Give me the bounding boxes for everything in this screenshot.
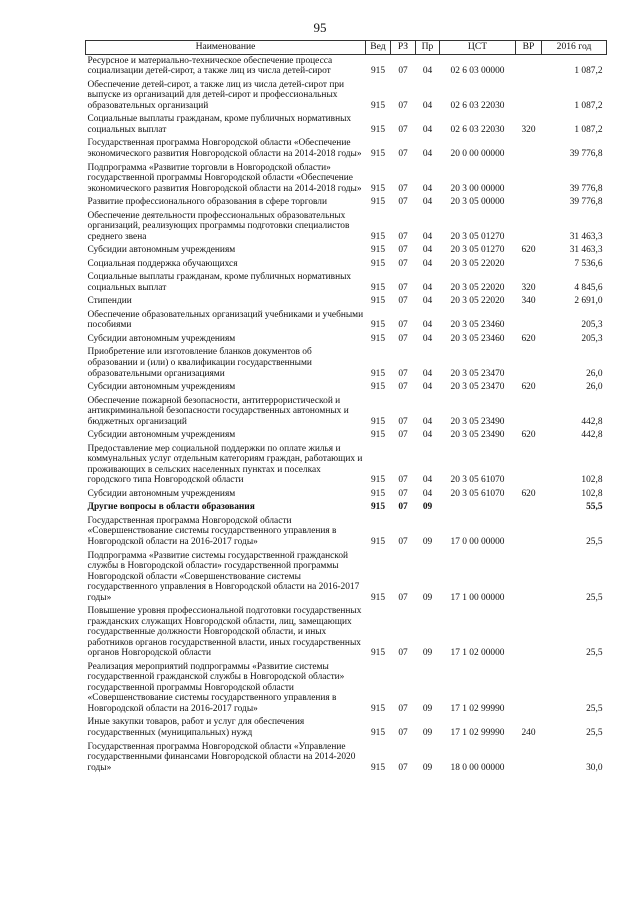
- row-pr: 09: [422, 592, 433, 603]
- row-vr: [516, 741, 542, 776]
- header-rz: РЗ: [391, 41, 416, 55]
- row-vr: [516, 515, 542, 550]
- row-rz: 07: [398, 100, 408, 111]
- row-amount: 30,0: [586, 762, 603, 773]
- budget-table: [85, 40, 607, 775]
- row-amount: 31 463,3: [569, 231, 603, 242]
- row-rz: 07: [398, 475, 408, 486]
- table-row: [86, 210, 607, 245]
- row-vr: 240: [521, 728, 536, 739]
- row-ved: 915: [370, 148, 386, 159]
- row-amount: 102,8: [581, 488, 603, 499]
- table-header-row: [86, 41, 607, 55]
- row-pr: 04: [422, 245, 433, 256]
- row-cst: 20 3 05 23490: [450, 430, 505, 441]
- row-vr: [516, 162, 542, 197]
- table-row: [86, 515, 607, 550]
- header-ved: Вед: [366, 41, 391, 55]
- row-amount: 1 087,2: [574, 100, 603, 111]
- row-vr: [516, 661, 542, 717]
- row-cst: 20 3 05 23470: [450, 368, 505, 379]
- row-ved: 915: [370, 245, 386, 256]
- table-row: [86, 501, 607, 515]
- row-ved: 915: [370, 197, 386, 208]
- row-pr: 04: [422, 475, 433, 486]
- row-name: Повышение уровня профессиональной подготовки государственных гражданских служащих Новгородской области, лиц, замещающих государственные должности Новгородской области, и иных работников органов государственной власти, иных государственных органов Новгородской области: [87, 606, 362, 659]
- row-rz: 07: [398, 231, 408, 242]
- row-cst: 20 3 05 01270: [450, 231, 505, 242]
- row-cst: 17 0 00 00000: [450, 536, 505, 547]
- row-pr: 04: [422, 488, 433, 499]
- row-name: Подпрограмма «Развитие системы государственной гражданской службы в Новгородской области» государственной программы Новгородской области «Совершенствование системы государственного управления в Новгородской области на 2016-2017 годы»: [87, 550, 360, 603]
- table-row: [86, 661, 607, 717]
- row-cst: 17 1 02 00000: [450, 648, 505, 659]
- row-ved: 915: [370, 703, 386, 714]
- row-amount: 39 776,8: [569, 183, 603, 194]
- row-ved: 915: [370, 416, 386, 427]
- header-name: Наименование: [86, 41, 366, 55]
- row-rz: 07: [398, 430, 408, 441]
- row-vr: [516, 258, 542, 272]
- row-pr: 04: [422, 382, 433, 393]
- row-rz: 07: [398, 183, 408, 194]
- row-ved: 915: [370, 502, 386, 513]
- row-vr: [516, 196, 542, 210]
- row-rz: 07: [398, 762, 408, 773]
- table-row: [86, 258, 607, 272]
- row-rz: 07: [398, 536, 408, 547]
- header-cst: ЦСТ: [440, 41, 516, 55]
- row-vr: [516, 210, 542, 245]
- row-amount: 1 087,2: [574, 124, 603, 135]
- row-rz: 07: [398, 296, 408, 307]
- row-amount: 205,3: [581, 333, 603, 344]
- row-rz: 07: [398, 368, 408, 379]
- row-pr: 04: [422, 416, 433, 427]
- table-row: [86, 550, 607, 606]
- row-amount: 25,5: [586, 728, 603, 739]
- row-rz: 07: [398, 592, 408, 603]
- row-amount: 25,5: [586, 592, 603, 603]
- row-name: Социальные выплаты гражданам, кроме публичных нормативных социальных выплат: [87, 114, 352, 135]
- row-name: Социальные выплаты гражданам, кроме публичных нормативных социальных выплат: [87, 272, 352, 293]
- row-vr: 620: [521, 245, 536, 256]
- row-cst: 20 3 05 01270: [450, 245, 505, 256]
- row-rz: 07: [398, 124, 408, 135]
- row-ved: 915: [370, 231, 386, 242]
- row-vr: 340: [521, 296, 536, 307]
- row-name: Обеспечение деятельности профессиональных образовательных организаций, реализующих программы подготовки специалистов среднего звена: [87, 210, 350, 242]
- row-rz: 07: [398, 382, 408, 393]
- row-ved: 915: [370, 66, 386, 77]
- row-cst: 18 0 00 00000: [450, 762, 505, 773]
- row-amount: 4 845,6: [574, 282, 603, 293]
- row-cst: 02 6 03 22030: [450, 124, 505, 135]
- table-row: [86, 429, 607, 443]
- table-row: [86, 244, 607, 258]
- row-rz: 07: [398, 333, 408, 344]
- row-amount: 2 691,0: [574, 296, 603, 307]
- row-rz: 07: [398, 320, 408, 331]
- row-ved: 915: [370, 430, 386, 441]
- row-name: Обеспечение детей-сирот, а также лиц из числа детей-сирот при выпуске из организаций для детей-сирот и профессиональных образовательных организаций: [87, 79, 345, 111]
- row-rz: 07: [398, 245, 408, 256]
- row-ved: 915: [370, 333, 386, 344]
- row-cst: 20 3 05 00000: [450, 197, 505, 208]
- row-pr: 04: [422, 296, 433, 307]
- row-cst: 17 1 02 99990: [450, 703, 505, 714]
- row-vr: [516, 501, 542, 515]
- row-vr: 320: [521, 124, 536, 135]
- row-cst: 02 6 03 00000: [450, 66, 505, 77]
- table-row: [86, 309, 607, 333]
- row-pr: 04: [422, 320, 433, 331]
- row-vr: [516, 395, 542, 430]
- row-pr: 04: [422, 333, 433, 344]
- row-cst: 20 3 05 22020: [450, 282, 505, 293]
- row-amount: 25,5: [586, 703, 603, 714]
- row-name: Социальная поддержка обучающихся: [87, 258, 238, 269]
- row-name: Субсидии автономным учреждениям: [87, 245, 236, 256]
- row-cst: 20 3 00 00000: [450, 183, 505, 194]
- table-row: [86, 381, 607, 395]
- table-row: [86, 333, 607, 347]
- row-ved: 915: [370, 183, 386, 194]
- table-row: [86, 443, 607, 488]
- row-name: Обеспечение образовательных организаций учебниками и учебными пособиями: [87, 309, 364, 331]
- row-amount: 1 087,2: [574, 66, 603, 77]
- row-vr: 620: [521, 333, 536, 344]
- row-cst: 20 3 05 23460: [450, 333, 505, 344]
- row-rz: 07: [398, 282, 408, 293]
- row-rz: 07: [398, 66, 408, 77]
- row-cst: 20 3 05 23460: [450, 320, 505, 331]
- row-name: Обеспечение пожарной безопасности, антитеррористической и антикриминальной безопасности государственных автономных и бюджетных организаций: [87, 395, 349, 427]
- row-vr: 620: [521, 488, 536, 499]
- row-amount: 26,0: [586, 368, 603, 379]
- row-ved: 915: [370, 320, 386, 331]
- row-vr: [516, 309, 542, 333]
- row-name: Субсидии автономным учреждениям: [87, 333, 236, 344]
- row-vr: [516, 54, 542, 79]
- row-vr: [516, 550, 542, 606]
- row-rz: 07: [398, 488, 408, 499]
- row-amount: 205,3: [581, 320, 603, 331]
- row-pr: 09: [422, 703, 433, 714]
- row-ved: 915: [370, 592, 386, 603]
- row-ved: 915: [370, 258, 386, 269]
- row-pr: 09: [422, 728, 433, 739]
- row-name: Стипендии: [87, 296, 132, 307]
- row-amount: 31 463,3: [569, 245, 603, 256]
- table-row: [86, 113, 607, 137]
- header-vr: ВР: [516, 41, 542, 55]
- row-cst: 20 3 05 61070: [450, 488, 505, 499]
- row-pr: 09: [422, 762, 433, 773]
- row-ved: 915: [370, 282, 386, 293]
- row-rz: 07: [398, 728, 408, 739]
- table-row: [86, 271, 607, 295]
- row-vr: [516, 605, 542, 661]
- row-rz: 07: [398, 703, 408, 714]
- row-pr: 09: [422, 502, 433, 513]
- table-row: [86, 605, 607, 661]
- row-ved: 915: [370, 648, 386, 659]
- table-row: [86, 295, 607, 309]
- row-rz: 07: [398, 148, 408, 159]
- table-row: [86, 79, 607, 114]
- row-name: Приобретение или изготовление бланков документов об образовании и (или) о квалификации государственными образовательными организациями: [87, 347, 312, 379]
- row-pr: 04: [422, 100, 433, 111]
- row-pr: 04: [422, 282, 433, 293]
- row-cst: 20 0 00 00000: [450, 148, 505, 159]
- row-pr: 09: [422, 536, 433, 547]
- row-amount: 39 776,8: [569, 148, 603, 159]
- page-number: 95: [313, 20, 327, 35]
- row-ved: 915: [370, 296, 386, 307]
- row-name: Государственная программа Новгородской области «Обеспечение экономического развития Новгородской области на 2014-2018 годы»: [87, 138, 362, 159]
- row-cst: 20 3 05 61070: [450, 475, 505, 486]
- row-pr: 04: [422, 183, 433, 194]
- row-ved: 915: [370, 475, 386, 486]
- row-pr: 04: [422, 148, 433, 159]
- row-cst: 02 6 03 22030: [450, 100, 505, 111]
- row-vr: 620: [521, 430, 536, 441]
- header-pr: Пр: [416, 41, 440, 55]
- row-ved: 915: [370, 124, 386, 135]
- row-vr: 320: [521, 282, 536, 293]
- row-vr: 620: [521, 382, 536, 393]
- row-rz: 07: [398, 197, 408, 208]
- row-name: Другие вопросы в области образования: [87, 502, 255, 513]
- row-name: Субсидии автономным учреждениям: [87, 488, 236, 499]
- row-name: Развитие профессионального образования в сфере торговли: [87, 197, 328, 208]
- row-vr: [516, 443, 542, 488]
- table-row: [86, 196, 607, 210]
- row-name: Субсидии автономным учреждениям: [87, 430, 236, 441]
- row-name: Государственная программа Новгородской области «Управление государственными финансами Новгородской области на 2014-2020 годы»: [87, 741, 356, 773]
- row-amount: 25,5: [586, 536, 603, 547]
- row-amount: 55,5: [586, 502, 603, 513]
- row-amount: 442,8: [581, 430, 603, 441]
- table-row: [86, 716, 607, 740]
- table-row: [86, 488, 607, 502]
- row-cst: 20 3 05 23470: [450, 382, 505, 393]
- row-name: Иные закупки товаров, работ и услуг для обеспечения государственных (муниципальных) нужд: [87, 717, 305, 739]
- row-pr: 04: [422, 231, 433, 242]
- row-rz: 07: [398, 648, 408, 659]
- row-ved: 915: [370, 728, 386, 739]
- row-amount: 39 776,8: [569, 197, 603, 208]
- row-cst: [440, 501, 516, 515]
- row-pr: 04: [422, 197, 433, 208]
- row-cst: 17 1 00 00000: [450, 592, 505, 603]
- row-cst: 20 3 05 22020: [450, 258, 505, 269]
- row-pr: 04: [422, 66, 433, 77]
- row-cst: 20 3 05 22020: [450, 296, 505, 307]
- row-pr: 09: [422, 648, 433, 659]
- row-amount: 26,0: [586, 382, 603, 393]
- row-ved: 915: [370, 762, 386, 773]
- row-vr: [516, 346, 542, 381]
- row-pr: 04: [422, 258, 433, 269]
- row-ved: 915: [370, 536, 386, 547]
- table-row: [86, 54, 607, 79]
- row-amount: 442,8: [581, 416, 603, 427]
- header-amount: 2016 год: [542, 41, 607, 55]
- row-pr: 04: [422, 430, 433, 441]
- row-name: Реализация мероприятий подпрограммы «Развитие системы государственной гражданской службы в Новгородской области» государственной программы Новгородской области «Совершенствование системы государственного управления в Новгородской области на 2016-2017 годы»: [87, 661, 345, 714]
- row-rz: 07: [398, 258, 408, 269]
- row-ved: 915: [370, 100, 386, 111]
- row-pr: 04: [422, 124, 433, 135]
- row-name: Субсидии автономным учреждениям: [87, 382, 236, 393]
- row-ved: 915: [370, 488, 386, 499]
- row-rz: 07: [398, 416, 408, 427]
- row-amount: 7 536,6: [574, 258, 603, 269]
- row-name: Предоставление мер социальной поддержки по оплате жилья и коммунальных услуг отдельным категориям граждан, работающих и проживающих в сельских населенных пунктах и поселках городского типа Новгородской области: [87, 443, 363, 486]
- row-pr: 04: [422, 368, 433, 379]
- row-ved: 915: [370, 382, 386, 393]
- row-ved: 915: [370, 368, 386, 379]
- row-vr: [516, 137, 542, 161]
- row-name: Подпрограмма «Развитие торговли в Новгородской области» государственной программы Новгородской области «Обеспечение экономического развития Новгородской области на 2014-2018 годы»: [87, 162, 362, 194]
- table-row: [86, 162, 607, 197]
- row-rz: 07: [398, 502, 408, 513]
- row-amount: 25,5: [586, 648, 603, 659]
- row-vr: [516, 79, 542, 114]
- table-row: [86, 741, 607, 776]
- row-name: Ресурсное и материально-техническое обеспечение процесса социализации детей-сирот, а также лиц из числа детей-сирот: [87, 55, 333, 77]
- table-row: [86, 395, 607, 430]
- row-cst: 17 1 02 99990: [450, 728, 505, 739]
- row-amount: 102,8: [581, 475, 603, 486]
- row-cst: 20 3 05 23490: [450, 416, 505, 427]
- row-name: Государственная программа Новгородской области «Совершенствование системы государственного управления в Новгородской области на 2016-2017 годы»: [87, 515, 337, 547]
- table-row: [86, 346, 607, 381]
- table-row: [86, 137, 607, 161]
